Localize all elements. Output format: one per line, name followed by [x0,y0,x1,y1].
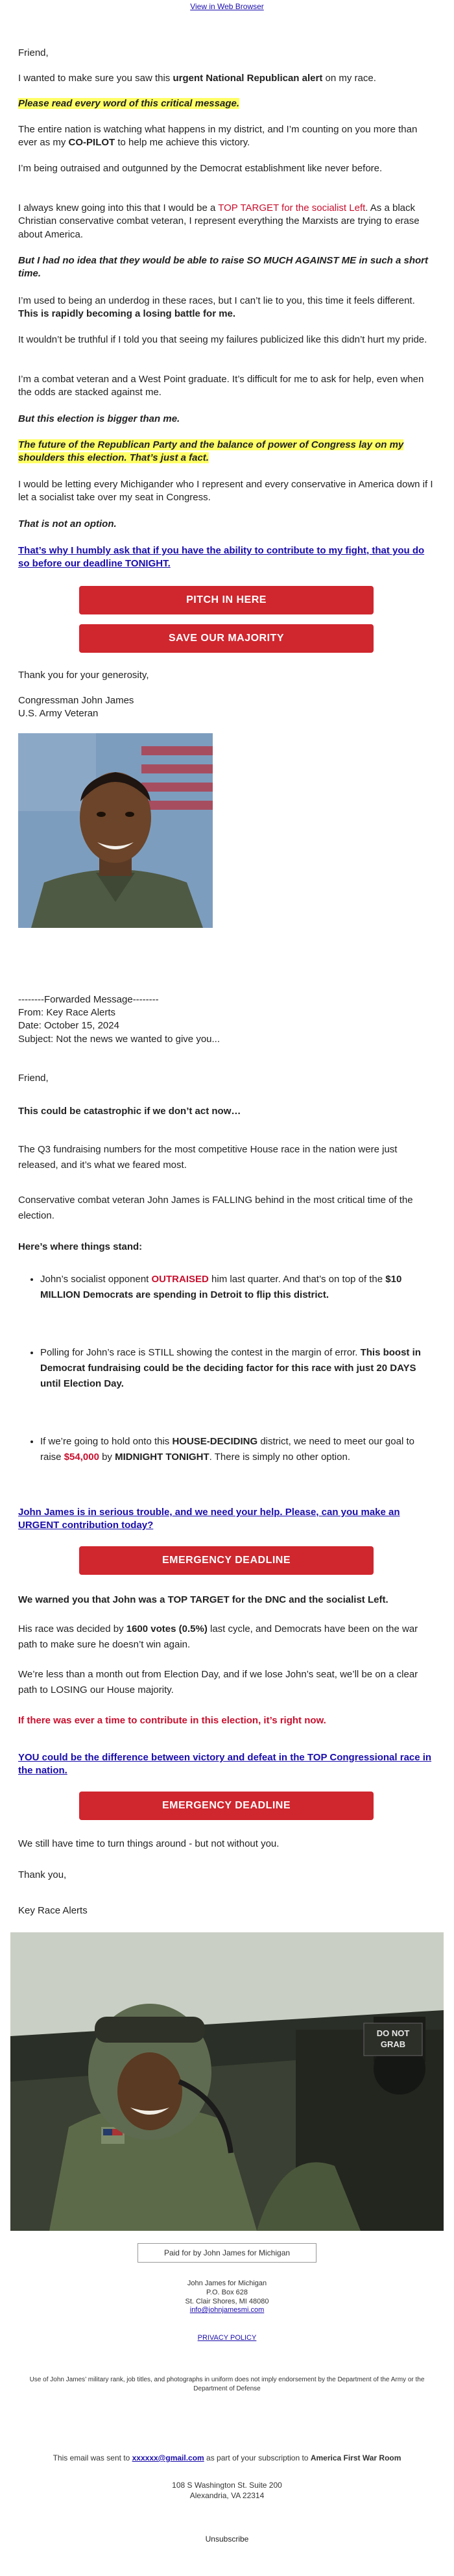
forwarded-subject: Subject: Not the news we wanted to give you... [18,1034,221,1045]
target-text: I always knew going into this that I would be a [18,202,219,213]
cta-link-3-wrap [18,1751,436,1778]
fwd-still: We still have time to turn things around - but not without you. [18,1838,280,1849]
copilot-bold: CO-PILOT [68,137,115,149]
recipient-email-link[interactable]: xxxxxx@gmail.com [132,2453,204,2462]
nation-paragraph [18,123,436,150]
outraised-paragraph: I’m being outraised and outgunned by the Democrat establishment like never before. [18,163,383,174]
bullet-1-mid: him last quarter. And that’s on top of the [208,1274,386,1285]
intro-paragraph [18,72,436,85]
read-notice [18,97,436,110]
privacy-wrap [0,2333,454,2343]
bullet-3-text: If we’re going to hold onto this [40,1436,173,1447]
sender-address [0,2481,454,2501]
bullet-3 [40,1434,436,1465]
heli-sign-line2: GRAB [380,2039,406,2049]
view-in-browser-bar [0,0,454,12]
bullet-2-text: Polling for John’s race is STILL showing the contest in the margin of error. [40,1347,361,1358]
fwd-month-paragraph: We’re less than a month out from Election Day, and if we lose John’s seat, we’ll be on a clear path to LOSING our House majority. [18,1669,418,1695]
sender-address-line2: Alexandria, VA 22314 [189,2490,265,2500]
target-paragraph [18,202,436,241]
emergency-deadline-button-1[interactable]: EMERGENCY DEADLINE [79,1546,374,1575]
decided-end: last cycle, and Democrats have been on the war path to make sure he doesn’t win again. [18,1623,418,1650]
cta-link-3[interactable]: YOU could be the difference between victory and defeat in the TOP Congressional race in the nation. [18,1752,432,1777]
view-in-browser-link[interactable]: View in Web Browser [190,2,264,11]
bullet-3-mid2: by [99,1452,115,1463]
heli-sign-line1: DO NOT [376,2028,410,2038]
nation-text: The entire nation is watching what happens in my district, and I’m counting on you more than ever as my [18,124,418,149]
bigger-paragraph: But this election is bigger than me. [18,413,180,424]
fwd-where: Here’s where things stand: [18,1241,143,1252]
fwd-greeting: Friend, [18,1073,49,1084]
fwd-falling-paragraph: Conservative combat veteran John James is FALLING behind in the most critical time of the election. [18,1195,413,1221]
cta-link-1-wrap [18,544,436,571]
sent-mid-text: as part of your subscription to [204,2453,311,2462]
unsubscribe-wrap [0,2534,454,2544]
read-notice-text: Please read every word of this critical message. [18,98,240,109]
pitch-in-button[interactable]: PITCH IN HERE [79,586,374,614]
bullet-1-wrap [18,1272,436,1303]
losing-battle-bold: This is rapidly becoming a losing battle for me. [18,308,236,320]
bullet-1 [40,1272,436,1303]
fwd-thanks: Thank you, [18,1869,67,1880]
ten-million-bold: $10 MILLION Democrats are spending in Detroit to flip this district. [40,1274,402,1300]
bullet-1-text: John’s socialist opponent [40,1274,152,1285]
sent-to-text: This email was sent to [53,2453,132,2462]
intro-bold: urgent National Republican alert [173,73,323,84]
fwd-catastrophic: This could be catastrophic if we don’t act now… [18,1106,241,1117]
fwd-warned: We warned you that John was a TOP TARGET for the DNC and the socialist Left. [18,1594,388,1605]
boost-bold: This boost in Democrat fundraising could be the deciding factor for this race with just 20 DAYS until Election Day. [40,1347,421,1389]
forwarded-header: --------Forwarded Message-------- [18,994,159,1005]
signoff-name: Congressman John James [18,695,134,706]
subscription-notice [0,2453,454,2463]
bullet-list-1 [18,1272,436,1303]
bullet-2-wrap [18,1345,436,1392]
cta-link-1[interactable]: That’s why I humbly ask that if you have the ability to contribute to my fight, that you do so before our deadline TONIGHT. [18,545,425,570]
forwarded-from: From: Key Race Alerts [18,1007,116,1018]
helicopter-illustration [10,1932,444,2231]
signoff-title: U.S. Army Veteran [18,708,99,719]
subscription-org: America First War Room [310,2453,401,2462]
unsubscribe-link[interactable]: Unsubscribe [205,2534,249,2544]
goal-amount-red: $54,000 [64,1452,99,1463]
house-deciding-bold: HOUSE-DECIDING [172,1436,258,1447]
intro-end: on my race. [322,73,376,84]
committee-name: John James for Michigan [187,2279,267,2287]
committee-city: St. Clair Shores, MI 48080 [185,2297,269,2305]
bullet-2 [40,1345,436,1392]
paid-for-box-wrap [0,2243,454,2263]
bullet-list-2 [18,1345,436,1392]
military-disclaimer: Use of John James’ military rank, job titles, and photographs in uniform does not imply endorsement by the Department of the Army or the Department of Defense [29,2376,425,2392]
committee-po: P.O. Box 628 [206,2288,248,2296]
cta-link-2[interactable]: John James is in serious trouble, and we need your help. Please, can you make an URGENT contribution today? [18,1507,400,1531]
greeting: Friend, [18,47,49,58]
fwd-q3-paragraph: The Q3 fundraising numbers for the most competitive House race in the nation were just released, and it’s what we feared most. [18,1144,398,1171]
intro-text: I wanted to make sure you saw this [18,73,173,84]
privacy-policy-link[interactable]: PRIVACY POLICY [197,2334,257,2342]
bullet-3-end: . There is simply no other option. [209,1452,350,1463]
votes-bold: 1600 votes (0.5%) [126,1623,208,1634]
save-majority-button[interactable]: SAVE OUR MAJORITY [79,624,374,653]
bullet-3-wrap [18,1434,436,1465]
nation-end: to help me achieve this victory. [115,137,250,149]
underdog-paragraph [18,295,436,321]
midnight-bold: MIDNIGHT TONIGHT [115,1452,209,1463]
helicopter-pilot-photo [10,1932,444,2231]
target-end: . As a black Christian conservative combat veteran, I represent everything the Marxists are trying to erase about America. [18,202,420,240]
john-james-portrait [18,733,213,928]
emergency-deadline-button-2[interactable]: EMERGENCY DEADLINE [79,1792,374,1820]
cta-link-2-wrap [18,1506,436,1533]
bullet-list-3 [18,1434,436,1465]
signoff-thanks: Thank you for your generosity, [18,670,149,681]
portrait-illustration [18,733,213,928]
committee-address [0,2279,454,2315]
noidea-paragraph: But I had no idea that they would be able to raise SO MUCH AGAINST ME in such a short time. [18,255,429,280]
paid-for-box: Paid for by John James for Michigan [137,2243,317,2263]
future-paragraph [18,439,436,465]
committee-email-link[interactable]: info@johnjamesmi.com [189,2306,265,2315]
sender-address-line1: 108 S Washington St. Suite 200 [172,2481,282,2490]
bullet-3-mid1: district, we need to meet our goal to raise [40,1436,414,1463]
decided-text: His race was decided by [18,1623,126,1634]
outraised-red: OUTRAISED [151,1274,209,1285]
veteran-paragraph: I’m a combat veteran and a West Point graduate. It’s difficult for me to ask for help, even when the odds are stacked against me. [18,374,424,398]
fwd-decided-paragraph [18,1622,436,1653]
underdog-text: I’m used to being an underdog in these races, but I can’t lie to you, this time it feels different. [18,295,415,306]
forwarded-date: Date: October 15, 2024 [18,1020,119,1031]
letting-paragraph: I would be letting every Michigander who I represent and every conservative in America down if I let a socialist take over my seat in Congress. [18,479,433,504]
top-target-red: TOP TARGET for the socialist Left [218,202,366,213]
option-paragraph: That is not an option. [18,518,117,529]
future-text: The future of the Republican Party and the balance of power of Congress lay on my shoulders this election. That’s just a fact. [18,439,404,464]
fwd-sign: Key Race Alerts [18,1905,88,1916]
fwd-ever: If there was ever a time to contribute in this election, it’s right now. [18,1715,326,1726]
truthful-paragraph: It wouldn’t be truthful if I told you that seeing my failures publicized like this didn’t hurt my pride. [18,334,427,345]
